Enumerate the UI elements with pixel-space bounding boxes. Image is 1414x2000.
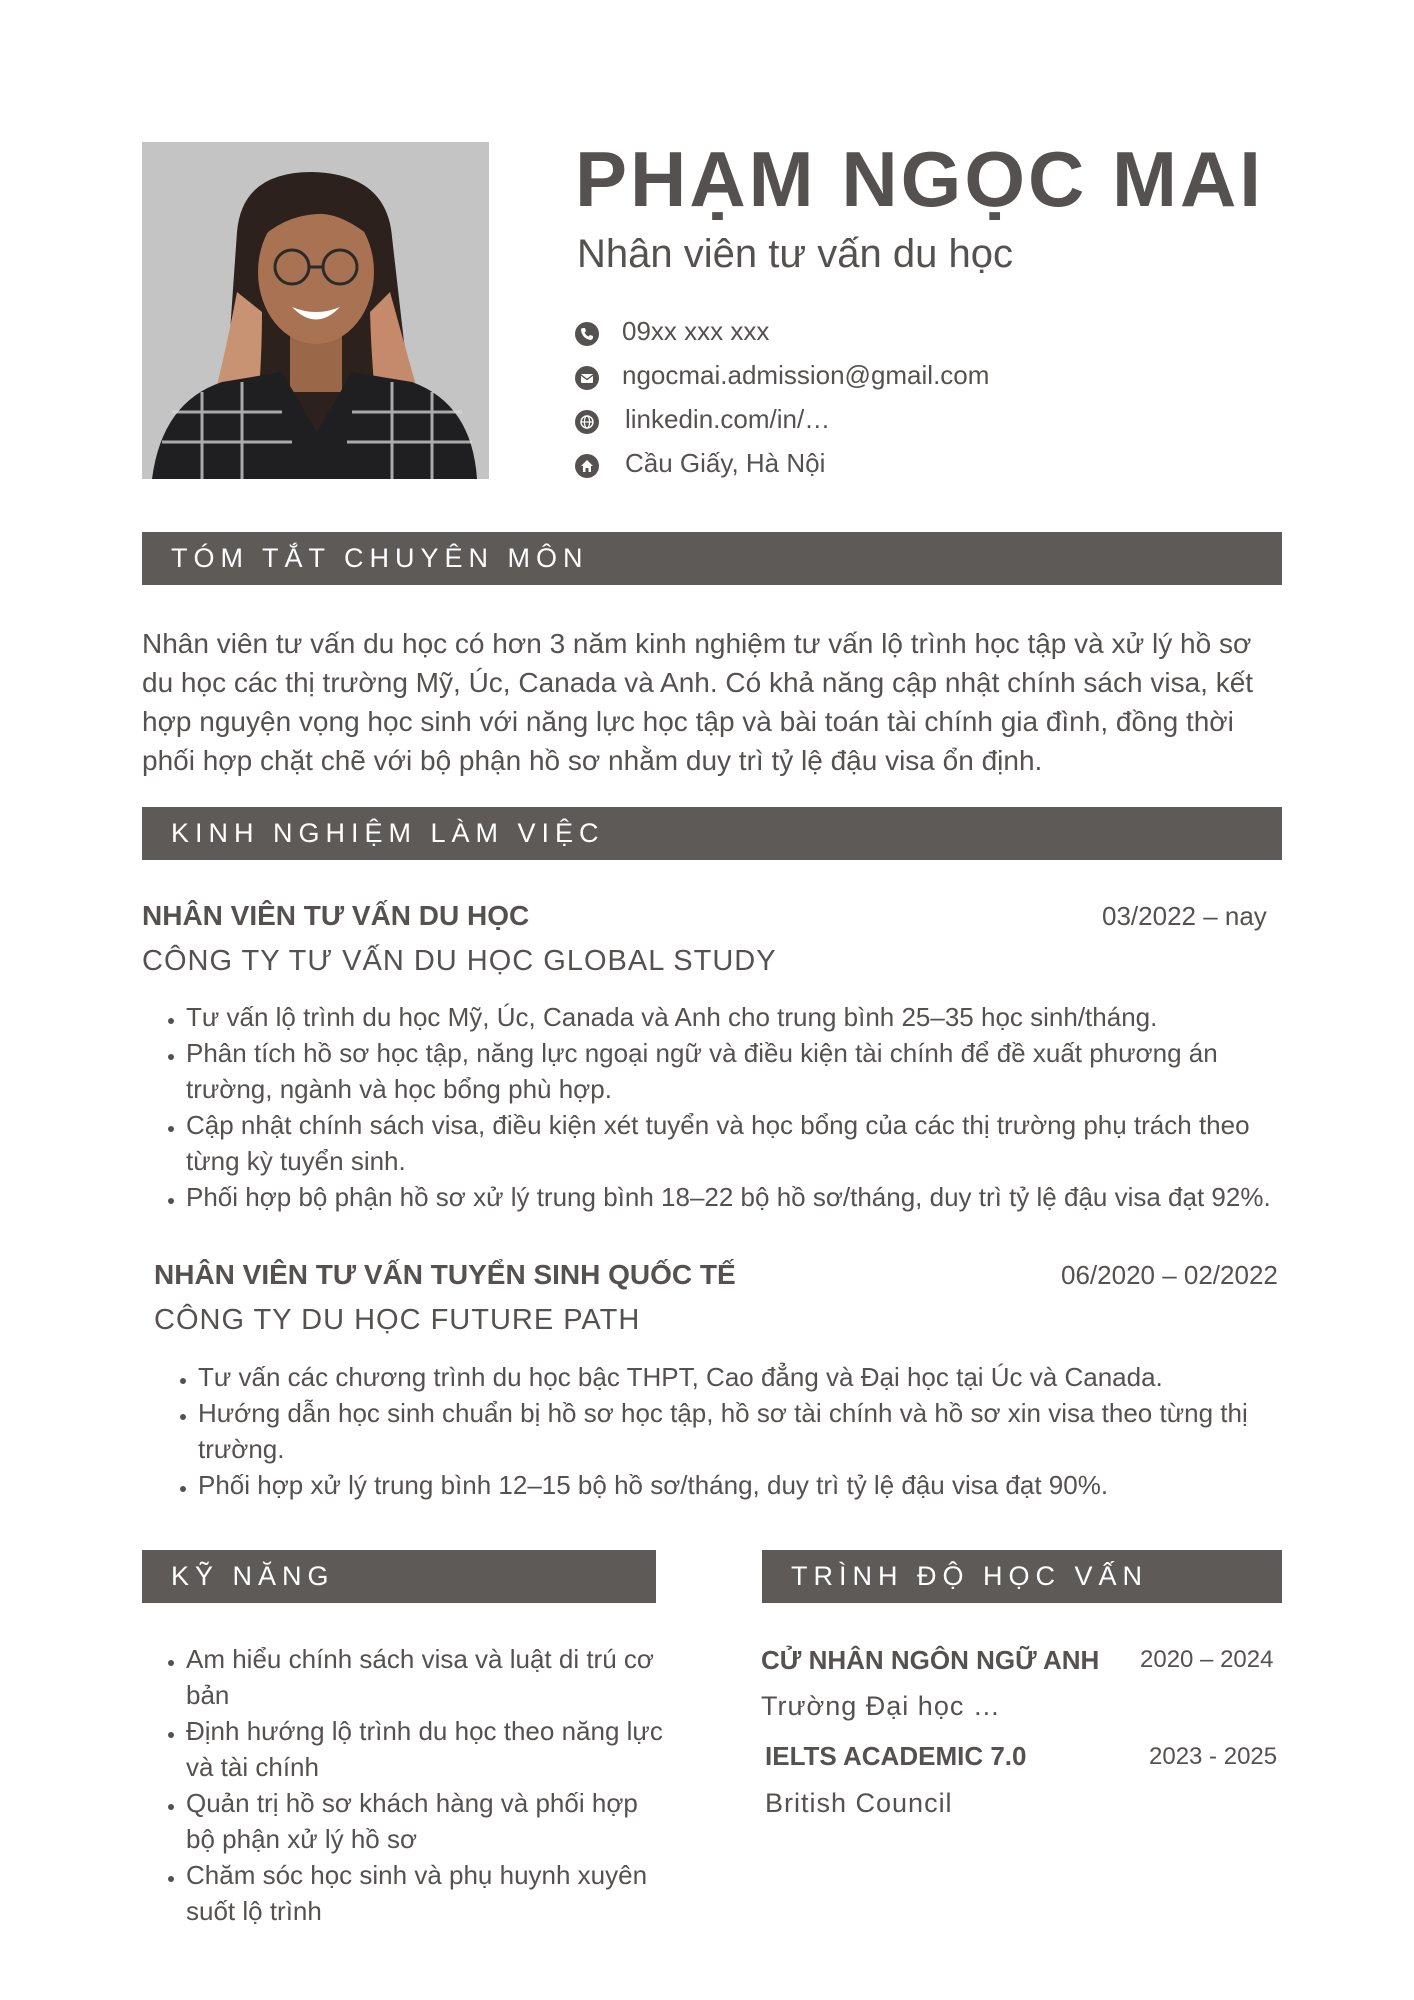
contact-phone: [575, 312, 1175, 356]
education-title: CỬ NHÂN NGÔN NGỮ ANH: [761, 1645, 1100, 1675]
education-date: 2020 – 2024: [1140, 1646, 1274, 1673]
job-title: NHÂN VIÊN TƯ VẤN DU HỌC: [142, 900, 530, 931]
list-item: • Phối hợp bộ phận hồ sơ xử lý trung bình 18–22 bộ hồ sơ/tháng, duy trì tỷ lệ đậu visa đạt 92%.: [186, 1179, 1286, 1215]
list-item: • Quản trị hồ sơ khách hàng và phối hợp bộ phận xử lý hồ sơ: [186, 1785, 666, 1857]
job-date: 03/2022 – nay: [1102, 901, 1267, 931]
email-icon: [575, 366, 599, 390]
list-item: • Hướng dẫn học sinh chuẩn bị hồ sơ học tập, hồ sơ tài chính và hồ sơ xin visa theo từng thị trường.: [198, 1395, 1286, 1467]
job-bullets: [142, 999, 1286, 1215]
job-date: 06/2020 – 02/2022: [1061, 1260, 1278, 1290]
list-item: • Phân tích hồ sơ học tập, năng lực ngoại ngữ và điều kiện tài chính để đề xuất phương án trường, ngành và học bổng phù hợp.: [186, 1035, 1286, 1107]
contact-email: [575, 356, 1175, 400]
summary-heading: TÓM TẮT CHUYÊN MÔN: [142, 532, 1282, 585]
candidate-role: Nhân viên tư vấn du học: [577, 232, 1013, 276]
list-item: • Chăm sóc học sinh và phụ huynh xuyên suốt lộ trình: [186, 1857, 666, 1929]
home-icon: [575, 454, 599, 478]
summary-text: Nhân viên tư vấn du học có hơn 3 năm kinh nghiệm tư vấn lộ trình học tập và xử lý hồ sơ du học các thị trường Mỹ, Úc, Canada và Anh. Có khả năng cập nhật chính sách visa, kết hợp nguyện vọng học sinh với năng lực học tập và bài toán tài chính gia đình, đồng thời phối hợp chặt chẽ với bộ phận hồ sơ nhằm duy trì tỷ lệ đậu visa ổn định.: [142, 628, 1254, 776]
job-company: CÔNG TY DU HỌC FUTURE PATH: [154, 1304, 641, 1336]
list-item: • Phối hợp xử lý trung bình 12–15 bộ hồ sơ/tháng, duy trì tỷ lệ đậu visa đạt 90%.: [198, 1467, 1286, 1503]
list-item: • Tư vấn các chương trình du học bậc THPT, Cao đẳng và Đại học tại Úc và Canada.: [198, 1359, 1286, 1395]
contact-list: [575, 312, 1175, 488]
phone-icon: [575, 322, 599, 346]
contact-email-text: ngocmai.admission@gmail.com: [622, 360, 990, 390]
education-title: IELTS ACADEMIC 7.0: [765, 1741, 1027, 1771]
contact-linkedin: [575, 400, 1175, 444]
list-item: • Định hướng lộ trình du học theo năng lực và tài chính: [186, 1713, 666, 1785]
contact-phone-text: 09xx xxx xxx: [622, 316, 770, 346]
job-title: NHÂN VIÊN TƯ VẤN TUYỂN SINH QUỐC TẾ: [154, 1259, 736, 1290]
experience-heading: KINH NGHIỆM LÀM VIỆC: [142, 807, 1282, 860]
skills-heading: KỸ NĂNG: [142, 1550, 656, 1603]
job-company: CÔNG TY TƯ VẤN DU HỌC GLOBAL STUDY: [142, 945, 777, 977]
list-item: • Tư vấn lộ trình du học Mỹ, Úc, Canada và Anh cho trung bình 25–35 học sinh/tháng.: [186, 999, 1286, 1035]
skills-list: [142, 1641, 666, 1929]
profile-photo: [142, 142, 489, 479]
list-item: • Am hiểu chính sách visa và luật di trú cơ bản: [186, 1641, 666, 1713]
contact-address-text: Cầu Giấy, Hà Nội: [625, 448, 826, 478]
education-school: Trường Đại học …: [761, 1691, 1001, 1721]
education-heading: TRÌNH ĐỘ HỌC VẤN: [762, 1550, 1282, 1603]
education-date: 2023 - 2025: [1149, 1743, 1278, 1770]
candidate-name: PHẠM NGỌC MAI: [575, 135, 1264, 223]
list-item: • Cập nhật chính sách visa, điều kiện xét tuyển và học bổng của các thị trường phụ trách theo từng kỳ tuyển sinh.: [186, 1107, 1286, 1179]
job-bullets: [154, 1359, 1286, 1503]
education-school: British Council: [765, 1788, 953, 1818]
contact-address: [575, 444, 1175, 488]
contact-linkedin-text: linkedin.com/in/…: [625, 404, 831, 434]
globe-icon: [575, 410, 599, 434]
